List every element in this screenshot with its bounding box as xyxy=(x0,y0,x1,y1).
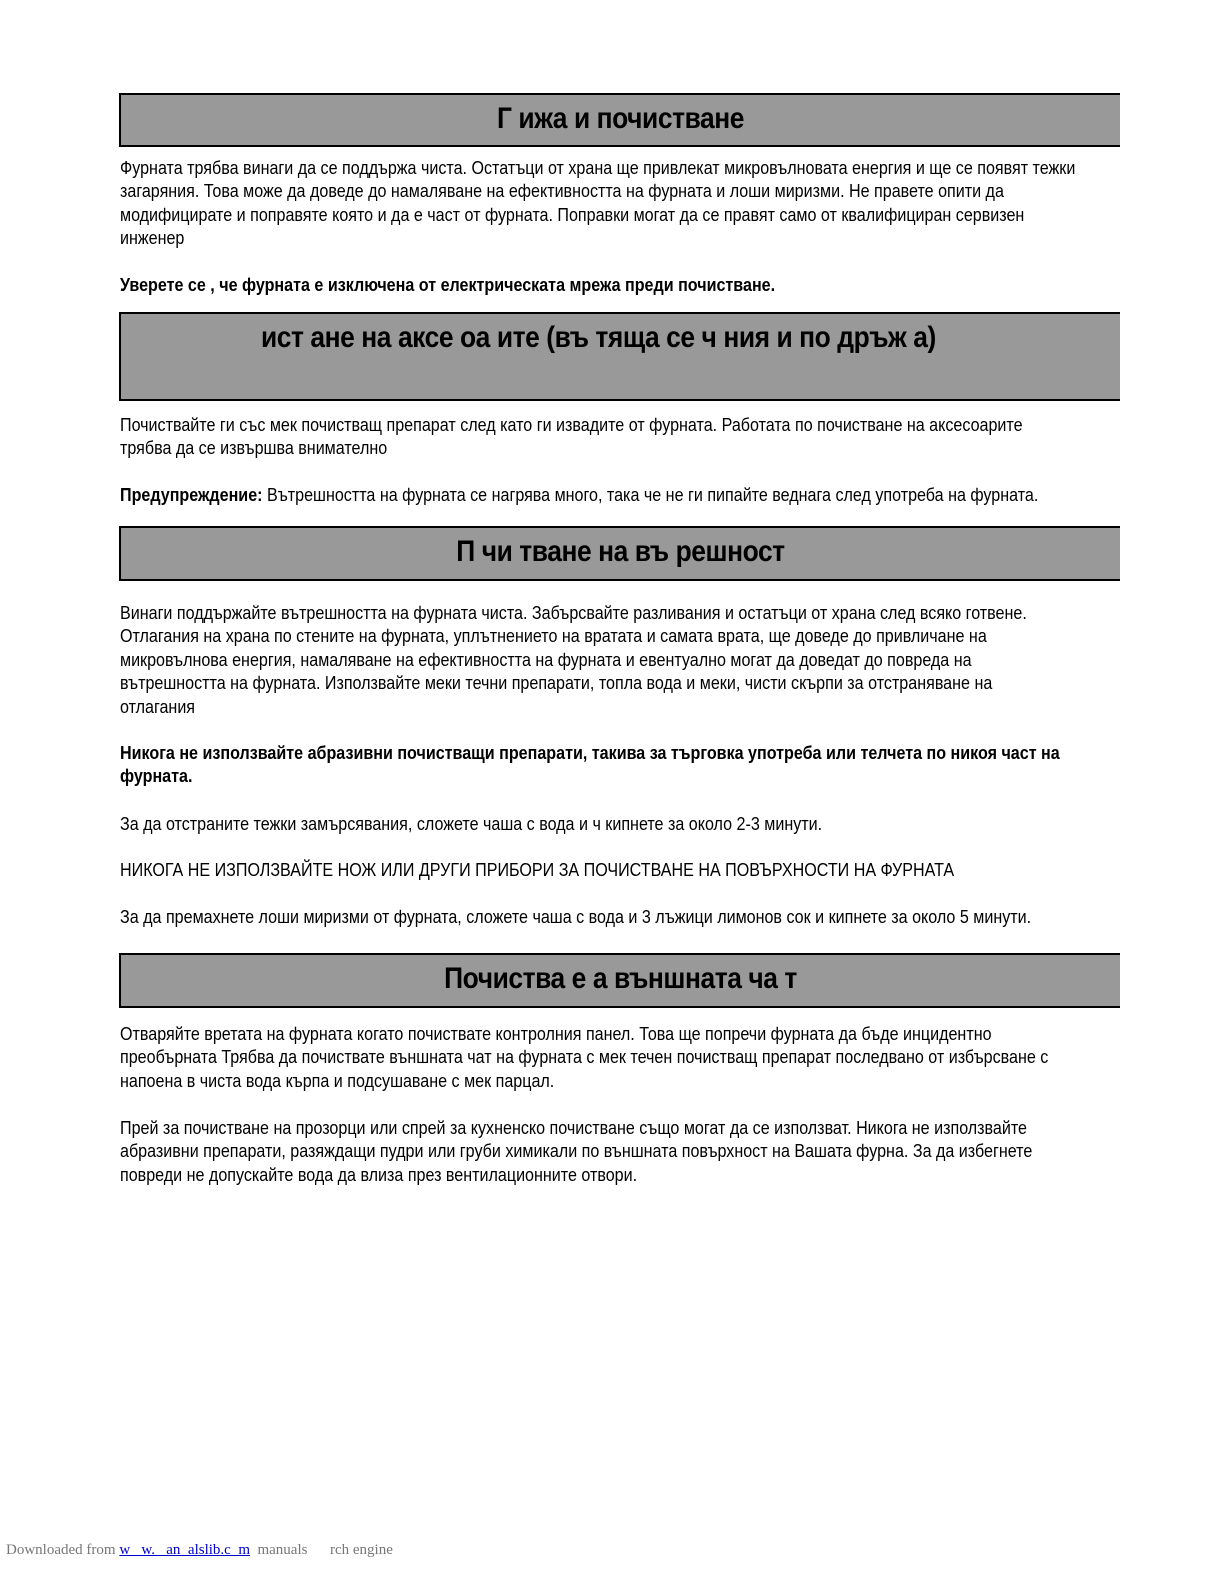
accessories-paragraph xyxy=(120,413,1121,460)
text-line: вътрешността на фурната. Използвайте меки течни препарати, топла вода и меки, чисти скърпи за отстраняване на xyxy=(120,672,993,694)
section-title: Почиства е а външната ча т xyxy=(444,962,797,995)
section-header-accessories xyxy=(119,312,1120,401)
text-line xyxy=(120,483,1121,506)
text-line: Фурната трябва винаги да се поддържа чиста. Остатъци от храна ще привлекат микровълновата енергия и ще се появят тежки xyxy=(120,157,1076,178)
interior-abrasive-warning xyxy=(120,741,1121,788)
text-line: трябва да се извършва внимателно xyxy=(120,437,388,459)
text-line: инженер xyxy=(120,227,185,249)
warning-label: Предупреждение: xyxy=(120,484,263,505)
footer-prefix: Downloaded from xyxy=(6,1542,120,1558)
footer-suffix: manuals rch engine xyxy=(249,1542,393,1558)
warning-text: Вътрешността на фурната се нагрява много, така че не ги пипайте веднага след употреба на фурната. xyxy=(262,484,1039,505)
download-footer xyxy=(6,1542,393,1559)
section-title: Г ижа и почистване xyxy=(496,102,745,135)
text-line: преобърната Трябва да почиствате външната чат на фурната с мек течен почистващ препарат последвано от избърсване с xyxy=(120,1046,1049,1068)
section-title: ист ане на аксе оа ите (въ тяща се ч ния и по дръж а) xyxy=(261,321,936,354)
exterior-spray-paragraph xyxy=(120,1116,1121,1186)
interior-odor-tip xyxy=(120,905,1121,928)
text-line: За да отстраните тежки замърсявания, сложете чаша с вода и ч кипнете за около 2-3 минути. xyxy=(120,813,823,834)
text-line: Отваряйте вретата на фурната когато почиствате контролния панел. Това ще попречи фурната да бъде инцидентно xyxy=(120,1023,992,1044)
exterior-paragraph xyxy=(120,1022,1121,1092)
accessories-warning xyxy=(120,483,1121,506)
text-line: абразивни препарати, разяждащи пудри или груби химикали по външната повърхност на Вашата фурна. За да избегнете xyxy=(120,1140,1033,1162)
text-line: повреди не допускайте вода да влиза през вентилационните отвори. xyxy=(120,1163,638,1185)
footer-link[interactable]: w w. an alslib.c m xyxy=(119,1542,250,1558)
text-line: микровълнова енергия, намаляване на ефективността на фурната и евентуално могат да доведат до повреда на xyxy=(120,648,972,670)
section-header-care xyxy=(119,93,1120,147)
text-line: За да премахнете лоши миризми от фурната, сложете чаша с вода и 3 лъжици лимонов сок и кипнете за около 5 минути. xyxy=(120,906,1032,927)
section-header-exterior xyxy=(119,953,1120,1008)
text-line: НИКОГА НЕ ИЗПОЛЗВАЙТЕ НОЖ ИЛИ ДРУГИ ПРИБОРИ ЗА ПОЧИСТВАНЕ НА ПОВЪРХНОСТИ НА ФУРНАТА xyxy=(120,859,955,880)
text-line: Уверете се , че фурната е изключена от електрическата мрежа преди почистване. xyxy=(120,274,776,295)
text-line: Никога не използвайте абразивни почистващи препарати, такива за търговка употреба или телчета по никоя част на xyxy=(120,742,1060,763)
text-line: фурната. xyxy=(120,765,193,787)
text-line: отлагания xyxy=(120,695,196,717)
interior-paragraph xyxy=(120,601,1121,718)
text-line: Отлагания на храна по стените на фурната, уплътнението на вратата и самата врата, ще доведе до привличане на xyxy=(120,625,987,647)
text-line: напоена в чиста вода кърпа и подсушаване с мек парцал. xyxy=(120,1069,555,1091)
text-line: Винаги поддържайте вътрешността на фурната чиста. Забърсвайте разливания и остатъци от храна след всяко готвене. xyxy=(120,602,1027,623)
section-header-interior xyxy=(119,526,1120,581)
text-line: Прей за почистване на прозорци или спрей за кухненско почистване също могат да се използват. Никога не използвайте xyxy=(120,1117,1028,1138)
care-intro-paragraph xyxy=(120,156,1121,250)
section-title: П чи тване на въ решност xyxy=(456,535,785,568)
care-unplug-warning xyxy=(120,273,1121,296)
interior-heavy-dirt-tip xyxy=(120,812,1121,835)
text-line: загаряния. Това може да доведе до намаляване на ефективността на фурната и лоши миризми. Не правете опити да xyxy=(120,180,1004,202)
text-line: модифицирате и поправяте която и да е част от фурната. Поправки могат да се правят само от квалифициран сервизен xyxy=(120,203,1025,225)
interior-knife-warning xyxy=(120,858,1121,881)
text-line: Почиствайте ги със мек почистващ препарат след като ги извадите от фурната. Работата по почистване на аксесоарите xyxy=(120,414,1023,435)
